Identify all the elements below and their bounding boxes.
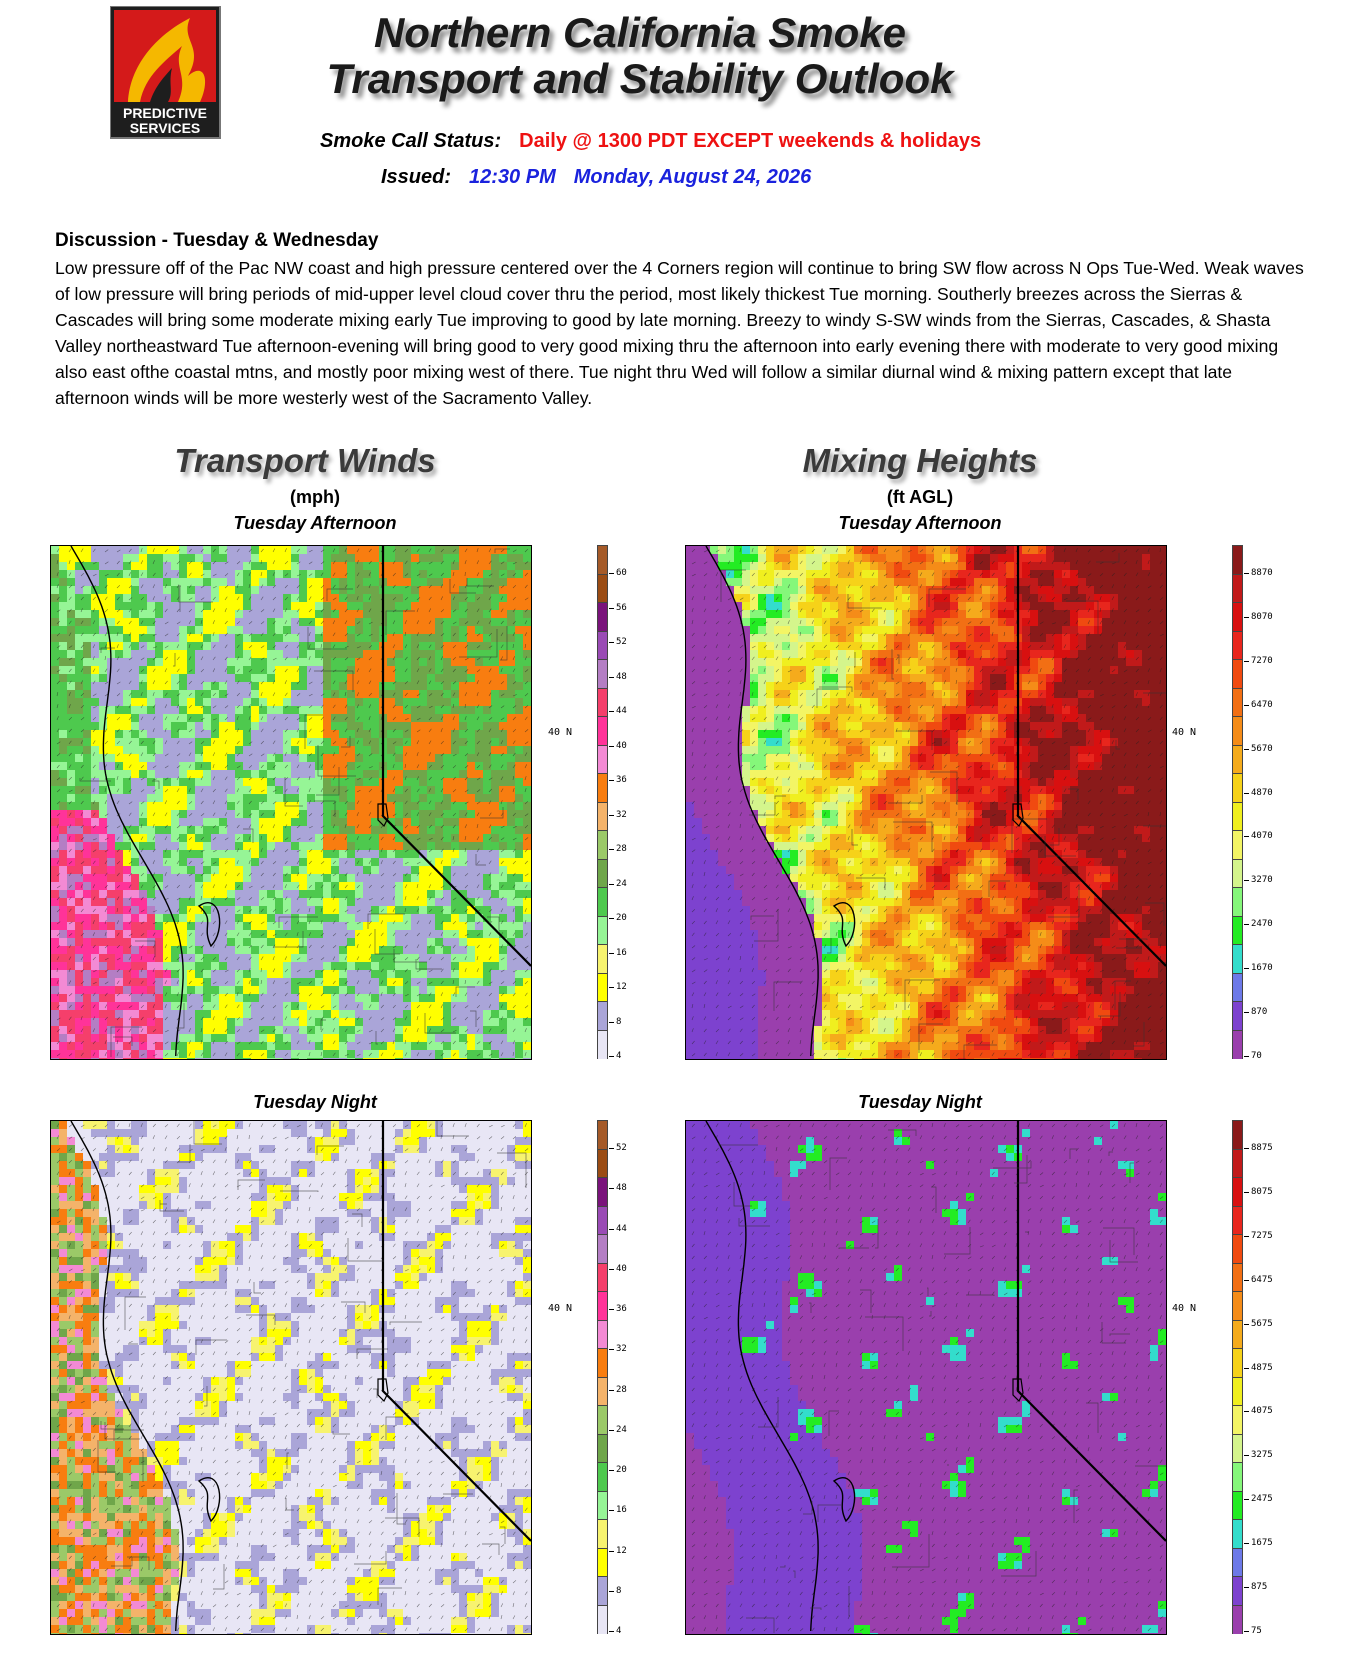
colorbar-swatch — [1232, 1491, 1243, 1521]
colorbar-swatch — [1232, 1206, 1243, 1236]
colorbar-swatch — [1232, 1030, 1243, 1060]
colorbar-swatch — [597, 745, 608, 775]
transport-night-label: Tuesday Night — [253, 1092, 377, 1112]
colorbar-label: 36 — [616, 1304, 627, 1314]
colorbar-tick — [1244, 617, 1249, 618]
colorbar-tick — [609, 1551, 614, 1552]
colorbar-label: 8070 — [1251, 611, 1273, 622]
colorbar-swatch — [597, 1177, 608, 1207]
colorbar-label: 7270 — [1251, 655, 1273, 666]
colorbar-swatch — [597, 1001, 608, 1031]
colorbar-swatch — [1232, 1434, 1243, 1464]
colorbar-label: 6475 — [1251, 1274, 1273, 1285]
colorbar-tick — [609, 1591, 614, 1592]
colorbar-label: 875 — [1251, 1582, 1268, 1593]
lat-label-mix-afternoon: 40 N — [1172, 727, 1197, 738]
colorbar-label: 28 — [616, 844, 627, 854]
colorbar-label: 8075 — [1251, 1186, 1273, 1197]
colorbar-label: 4870 — [1251, 787, 1273, 798]
colorbar-swatch — [597, 1605, 608, 1635]
colorbar-swatch — [597, 631, 608, 661]
colorbar-swatch — [597, 716, 608, 746]
colorbar-swatch — [597, 1149, 608, 1179]
colorbar-tick — [1244, 836, 1249, 837]
colorbar-swatch — [597, 1576, 608, 1606]
colorbar-tick — [609, 1229, 614, 1230]
colorbar-tick — [609, 573, 614, 574]
colorbar-swatch — [1232, 1149, 1243, 1179]
colorbar-tick — [1244, 880, 1249, 881]
colorbar-swatch — [1232, 1519, 1243, 1549]
colorbar-swatch — [1232, 1291, 1243, 1321]
colorbar-label: 44 — [616, 1223, 627, 1234]
lat-label-wind-afternoon: 40 N — [548, 727, 573, 738]
colorbar-swatch — [1232, 1548, 1243, 1578]
colorbar-label: 8870 — [1251, 568, 1273, 578]
colorbar-swatch — [1232, 1001, 1243, 1031]
colorbar-swatch — [597, 1263, 608, 1293]
colorbar-swatch — [1232, 1605, 1243, 1635]
colorbar-label: 2470 — [1251, 919, 1273, 930]
transport-winds-unit: (mph) — [290, 487, 340, 507]
transport-winds-title: Transport Winds — [174, 442, 436, 479]
logo-line2: SERVICES — [129, 120, 201, 136]
issued-time: 12:30 PM — [469, 166, 556, 188]
colorbar-label: 52 — [616, 1143, 627, 1153]
colorbar-label: 16 — [616, 947, 627, 958]
mixing-heights-afternoon-map — [685, 545, 1167, 1060]
smoke-call-status — [320, 130, 981, 153]
colorbar-tick — [609, 1022, 614, 1023]
colorbar-tick — [609, 780, 614, 781]
colorbar-swatch — [597, 1491, 608, 1521]
colorbar-swatch — [1232, 887, 1243, 917]
colorbar-tick — [609, 1631, 614, 1632]
colorbar-label: 28 — [616, 1384, 627, 1395]
colorbar-swatch — [1232, 1263, 1243, 1293]
colorbar-swatch — [597, 1291, 608, 1321]
colorbar-tick — [609, 815, 614, 816]
colorbar-tick — [1244, 1411, 1249, 1412]
colorbar-label: 56 — [616, 602, 627, 613]
colorbar-swatch — [1232, 1576, 1243, 1606]
colorbar-label: 4075 — [1251, 1406, 1273, 1417]
colorbar-swatch — [1232, 1377, 1243, 1407]
mixing-heights-night-map — [685, 1120, 1167, 1635]
colorbar-swatch — [1232, 1405, 1243, 1435]
colorbar-swatch — [597, 1320, 608, 1350]
colorbar-label: 4 — [616, 1051, 622, 1061]
mixing-afternoon-label: Tuesday Afternoon — [838, 513, 1002, 533]
colorbar-swatch — [597, 1548, 608, 1578]
colorbar-label: 40 — [616, 1263, 627, 1274]
colorbar-swatch — [1232, 688, 1243, 718]
colorbar-tick — [609, 608, 614, 609]
colorbar-swatch — [1232, 773, 1243, 803]
colorbar-swatch — [597, 859, 608, 889]
colorbar-label: 1675 — [1251, 1538, 1273, 1549]
colorbar-tick — [609, 1390, 614, 1391]
colorbar-label: 60 — [616, 568, 627, 578]
colorbar-swatch — [1232, 1177, 1243, 1207]
colorbar-tick — [1244, 1280, 1249, 1281]
colorbar-tick — [1244, 1236, 1249, 1237]
colorbar-swatch — [1232, 716, 1243, 746]
colorbar-label: 5670 — [1251, 743, 1273, 754]
wind-afternoon-colorbar — [597, 545, 661, 1061]
colorbar-tick — [609, 1056, 614, 1057]
colorbar-swatch — [1232, 545, 1243, 575]
colorbar-tick — [609, 918, 614, 919]
colorbar-label: 24 — [616, 1424, 627, 1435]
colorbar-tick — [1244, 1368, 1249, 1369]
colorbar-tick — [1244, 1455, 1249, 1456]
colorbar-tick — [1244, 1056, 1249, 1057]
colorbar-swatch — [597, 944, 608, 974]
colorbar-label: 6470 — [1251, 699, 1273, 710]
colorbar-tick — [609, 746, 614, 747]
lat-label-mix-night: 40 N — [1172, 1303, 1197, 1314]
transport-winds-afternoon-map — [50, 545, 532, 1060]
colorbar-label: 75 — [1251, 1626, 1262, 1636]
colorbar-tick — [609, 849, 614, 850]
colorbar-tick — [609, 1349, 614, 1350]
colorbar-swatch — [1232, 973, 1243, 1003]
colorbar-label: 40 — [616, 740, 627, 751]
colorbar-swatch — [1232, 802, 1243, 832]
colorbar-swatch — [597, 802, 608, 832]
colorbar-tick — [609, 1148, 614, 1149]
status-value: Daily @ 1300 PDT EXCEPT weekends & holidays — [519, 130, 982, 152]
colorbar-swatch — [1232, 916, 1243, 946]
colorbar-tick — [609, 884, 614, 885]
colorbar-swatch — [597, 1434, 608, 1464]
colorbar-tick — [609, 1510, 614, 1511]
colorbar-tick — [1244, 1148, 1249, 1149]
colorbar-swatch — [1232, 1320, 1243, 1350]
colorbar-label: 20 — [616, 1465, 627, 1475]
colorbar-tick — [609, 1188, 614, 1189]
colorbar-swatch — [1232, 830, 1243, 860]
colorbar-tick — [609, 987, 614, 988]
colorbar-label: 4875 — [1251, 1362, 1273, 1373]
colorbar-swatch — [597, 916, 608, 946]
colorbar-tick — [1244, 968, 1249, 969]
transport-afternoon-label: Tuesday Afternoon — [233, 513, 397, 533]
colorbar-tick — [1244, 1324, 1249, 1325]
colorbar-tick — [1244, 705, 1249, 706]
colorbar-swatch — [597, 1377, 608, 1407]
colorbar-swatch — [597, 1120, 608, 1150]
colorbar-tick — [1244, 1012, 1249, 1013]
colorbar-label: 36 — [616, 775, 627, 785]
colorbar-label: 20 — [616, 913, 627, 923]
colorbar-swatch — [597, 1234, 608, 1264]
mix-night-colorbar — [1232, 1120, 1296, 1636]
colorbar-swatch — [1232, 659, 1243, 689]
colorbar-label: 24 — [616, 878, 627, 889]
predictive-services-logo — [110, 6, 230, 146]
colorbar-tick — [609, 1309, 614, 1310]
colorbar-swatch — [597, 1519, 608, 1549]
issued-date: Monday, August 24, 2026 — [573, 166, 812, 188]
colorbar-tick — [609, 711, 614, 712]
colorbar-swatch — [1232, 745, 1243, 775]
colorbar-tick — [609, 1269, 614, 1270]
colorbar-tick — [1244, 661, 1249, 662]
colorbar-tick — [609, 677, 614, 678]
lat-label-wind-night: 40 N — [548, 1303, 573, 1314]
colorbar-swatch — [597, 973, 608, 1003]
colorbar-label: 32 — [616, 1344, 627, 1355]
transport-winds-night-map — [50, 1120, 532, 1635]
colorbar-label: 44 — [616, 706, 627, 716]
colorbar-label: 8875 — [1251, 1143, 1273, 1153]
colorbar-swatch — [597, 1405, 608, 1435]
colorbar-swatch — [597, 1462, 608, 1492]
colorbar-swatch — [597, 887, 608, 917]
colorbar-swatch — [597, 659, 608, 689]
colorbar-swatch — [1232, 574, 1243, 604]
colorbar-swatch — [1232, 631, 1243, 661]
colorbar-swatch — [1232, 602, 1243, 632]
colorbar-tick — [1244, 573, 1249, 574]
colorbar-tick — [1244, 1499, 1249, 1500]
colorbar-label: 8 — [616, 1585, 622, 1596]
colorbar-label: 870 — [1251, 1007, 1268, 1018]
colorbar-swatch — [1232, 1120, 1243, 1150]
colorbar-label: 12 — [616, 982, 627, 992]
colorbar-swatch — [1232, 859, 1243, 889]
colorbar-label: 4 — [616, 1626, 622, 1636]
colorbar-swatch — [1232, 1348, 1243, 1378]
colorbar-tick — [1244, 924, 1249, 925]
colorbar-label: 32 — [616, 809, 627, 820]
colorbar-tick — [609, 1430, 614, 1431]
colorbar-swatch — [597, 1206, 608, 1236]
colorbar-tick — [609, 953, 614, 954]
colorbar-swatch — [1232, 944, 1243, 974]
mixing-heights-unit: (ft AGL) — [886, 487, 954, 507]
colorbar-label: 1670 — [1251, 963, 1273, 974]
colorbar-swatch — [597, 1030, 608, 1060]
colorbar-tick — [1244, 749, 1249, 750]
colorbar-swatch — [1232, 1234, 1243, 1264]
colorbar-tick — [1244, 793, 1249, 794]
logo-line1: PREDICTIVE — [122, 105, 208, 121]
colorbar-swatch — [597, 602, 608, 632]
colorbar-tick — [1244, 1192, 1249, 1193]
title-line2: Transport and Stability Outlook — [326, 55, 954, 102]
colorbar-label: 8 — [616, 1016, 622, 1027]
colorbar-swatch — [597, 830, 608, 860]
colorbar-label: 5675 — [1251, 1318, 1273, 1329]
colorbar-swatch — [597, 688, 608, 718]
colorbar-label: 48 — [616, 1183, 627, 1194]
page-title — [290, 10, 990, 102]
colorbar-swatch — [1232, 1462, 1243, 1492]
status-label: Smoke Call Status: — [320, 130, 502, 152]
colorbar-swatch — [597, 574, 608, 604]
colorbar-label: 16 — [616, 1505, 627, 1516]
colorbar-tick — [1244, 1587, 1249, 1588]
issued-line — [381, 166, 811, 189]
mixing-heights-title: Mixing Heights — [802, 442, 1038, 479]
issued-label: Issued: — [381, 166, 452, 188]
wind-night-colorbar — [597, 1120, 661, 1636]
colorbar-label: 12 — [616, 1545, 627, 1556]
colorbar-label: 48 — [616, 671, 627, 682]
colorbar-tick — [1244, 1543, 1249, 1544]
colorbar-label: 4070 — [1251, 831, 1273, 842]
mix-afternoon-colorbar — [1232, 545, 1296, 1061]
colorbar-label: 70 — [1251, 1051, 1262, 1061]
discussion-heading: Discussion - Tuesday & Wednesday — [55, 230, 379, 251]
colorbar-swatch — [597, 773, 608, 803]
colorbar-tick — [609, 1470, 614, 1471]
colorbar-label: 7275 — [1251, 1230, 1273, 1241]
title-line1: Northern California Smoke — [373, 9, 907, 56]
colorbar-tick — [609, 642, 614, 643]
colorbar-tick — [1244, 1631, 1249, 1632]
colorbar-label: 3270 — [1251, 875, 1273, 886]
colorbar-label: 52 — [616, 637, 627, 647]
colorbar-label: 3275 — [1251, 1450, 1273, 1461]
colorbar-swatch — [597, 545, 608, 575]
colorbar-swatch — [597, 1348, 608, 1378]
discussion-body: Low pressure off of the Pac NW coast and high pressure centered over the 4 Corners region will continue to bring SW flow across N Ops Tue-Wed. Weak waves of low pressure will bring periods of mid-upper level cloud cover thru the period, most likely thickest Tue morning. Southerly breezes across the Sierras & Cascades will bring some moderate mixing early Tue improving to good by late morning. Breezy to windy S-SW winds from the Sierras, Cascades, & Shasta Valley northeastward Tue afternoon-evening will bring good to very good mixing thru the afternoon into early evening there with moderate to very good mixing also east ofthe coastal mtns, and mostly poor mixing west of there. Tue night thru Wed will follow a similar diurnal wind & mixing pattern except that late afternoon winds will be more westerly west of the Sacramento Valley. — [55, 258, 1304, 408]
mixing-night-label: Tuesday Night — [858, 1092, 982, 1112]
colorbar-label: 2475 — [1251, 1494, 1273, 1505]
